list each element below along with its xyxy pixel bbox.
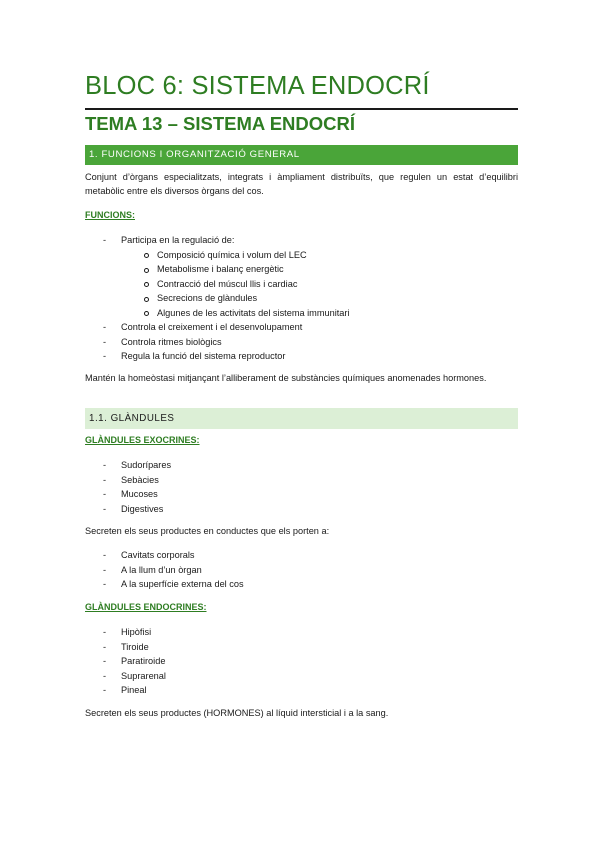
list-item: - Digestives [85,502,518,517]
sub-list-item: Metabolisme i balanç energètic [121,262,518,277]
title-divider [85,108,518,110]
exocrines-label: GLÀNDULES EXOCRINES: [85,435,200,445]
intro-paragraph: Conjunt d’òrgans especialitzats, integrats i àmpliament distribuïts, que regulen un estat d’equilibri metabòlic entre els diversos òrgans del cos. [85,172,518,196]
bloc-title: BLOC 6: SISTEMA ENDOCRÍ [85,72,430,100]
list-item: - Tiroide [85,640,518,655]
destinations-list [85,548,518,592]
list-item: - A la superfície externa del cos [85,577,518,592]
endocrines-note: Secreten els seus productes (HORMONES) al líquid intersticial i a la sang. [85,708,389,718]
list-item: - Sudorípares [85,458,518,473]
sub-list [121,248,518,321]
list-item: - Paratiroide [85,654,518,669]
list-item: - Controla ritmes biològics [85,335,518,350]
section-heading-glandules: 1.1. GLÀNDULES [85,408,518,429]
list-item: - Pineal [85,683,518,698]
list-item: - Cavitats corporals [85,548,518,563]
list-item: - Suprarenal [85,669,518,684]
funcions-label: FUNCIONS: [85,210,135,220]
list-item: - Sebàcies [85,473,518,488]
section-heading-funcions: 1. FUNCIONS I ORGANITZACIÓ GENERAL [85,145,518,165]
sub-list-item: Algunes de les activitats del sistema immunitari [121,306,518,321]
list-item [85,233,518,320]
sub-list-item: Secrecions de glàndules [121,291,518,306]
sub-list-item: Composició química i volum del LEC [121,248,518,263]
endocrines-list [85,625,518,698]
list-item-text: Participa en la regulació de: [121,235,235,245]
sub-list-item: Contracció del múscul llis i cardiac [121,277,518,292]
list-item: - Controla el creixement i el desenvolupament [85,320,518,335]
homeostasis-paragraph: Mantén la homeòstasi mitjançant l’alliberament de substàncies químiques anomenades hormones. [85,373,487,383]
exocrines-list [85,458,518,516]
funcions-list [85,233,518,364]
list-item: - Regula la funció del sistema reproductor [85,349,518,364]
list-item: - Mucoses [85,487,518,502]
endocrines-label: GLÀNDULES ENDOCRINES: [85,602,207,612]
exocrines-note: Secreten els seus productes en conductes que els porten a: [85,526,330,536]
tema-title: TEMA 13 – SISTEMA ENDOCRÍ [85,113,356,134]
list-item: - A la llum d’un òrgan [85,563,518,578]
list-item: - Hipòfisi [85,625,518,640]
